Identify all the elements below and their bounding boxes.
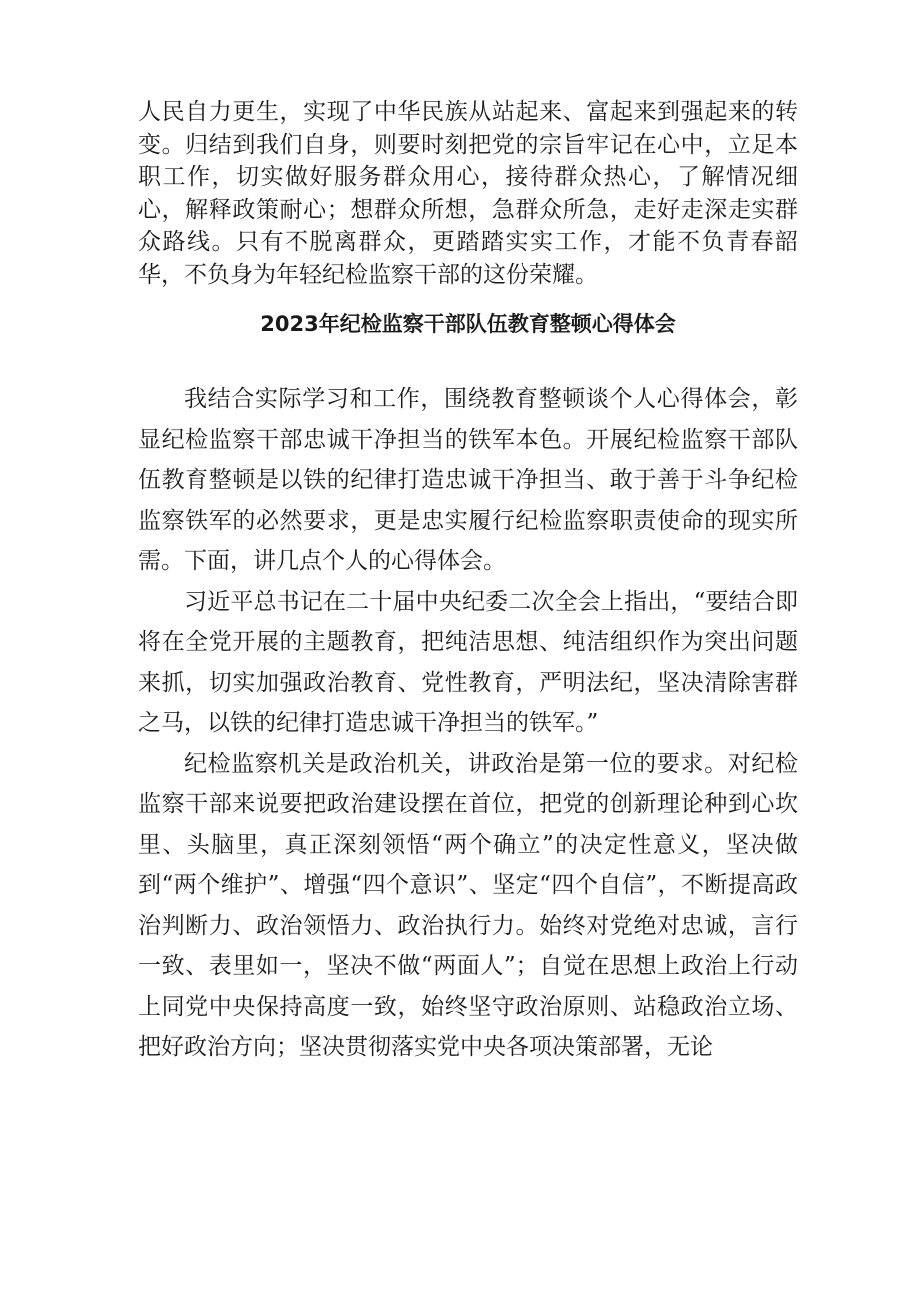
intro-paragraph: 人民自力更生，实现了中华民族从站起来、富起来到强起来的转变。归结到我们自身，则要时刻把党的宗旨牢记在心中，立足本职工作，切实做好服务群众用心，接待群众热心，了解情况细心，解释政策耐心；想群众所想，急群众所急，走好走深走实群众路线。只有不脱离群众，更踏踏实实工作，才能不负青春韶华，不负身为年轻纪检监察干部的这份荣耀。 xyxy=(138,99,798,288)
paragraph-1: 我结合实际学习和工作，围绕教育整顿谈个人心得体会，彰显纪检监察干部忠诚干净担当的铁军本色。开展纪检监察干部队伍教育整顿是以铁的纪律打造忠诚干净担当、敢于善于斗争纪检监察铁军的必然要求，更是忠实履行纪检监察职责使命的现实所需。下面，讲几点个人的心得体会。 xyxy=(138,386,798,574)
paragraph-2: 习近平总书记在二十届中央纪委二次全会上指出，“要结合即将在全党开展的主题教育，把纯洁思想、纯洁组织作为突出问题来抓，切实加强政治教育、党性教育，严明法纪，坚决清除害群之马，以铁的纪律打造忠诚干净担当的铁军。” xyxy=(138,588,798,736)
document-body xyxy=(138,379,798,1068)
document-title: 2023年纪检监察干部队伍教育整顿心得体会 xyxy=(260,312,676,336)
paragraph-3: 纪检监察机关是政治机关，讲政治是第一位的要求。对纪检监察干部来说要把政治建设摆在首位，把党的创新理论种到心坎里、头脑里，真正深刻领悟“两个确立”的决定性意义，坚决做到“两个维护”、增强“四个意识”、坚定“四个自信”，不断提高政治判断力、政治领悟力、政治执行力。始终对党绝对忠诚，言行一致、表里如一，坚决不做“两面人”；自觉在思想上政治上行动上同党中央保持高度一致，始终坚守政治原则、站稳政治立场、把好政治方向；坚决贯彻落实党中央各项决策部署，无论 xyxy=(138,750,798,1060)
